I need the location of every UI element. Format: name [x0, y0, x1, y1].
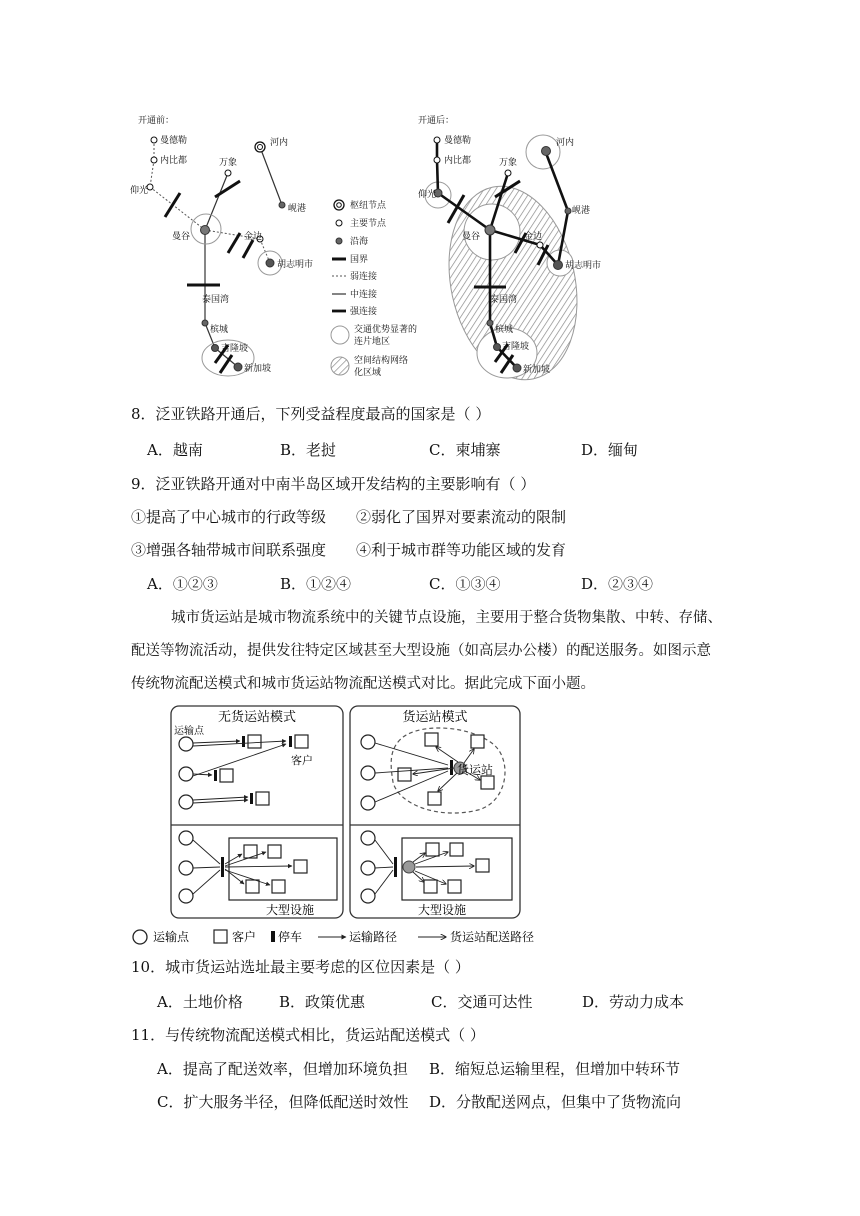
- q11-option-d[interactable]: D．分散配送网点，但集中了货物流向: [429, 1093, 682, 1111]
- label-mandalay: 曼德勒: [444, 136, 472, 146]
- q11-option-c[interactable]: C．扩大服务半径，但降低配送时效性: [157, 1093, 409, 1111]
- label-bangkok: 曼谷: [462, 232, 481, 242]
- label-gulf: 泰国湾: [490, 295, 518, 305]
- label-yangon: 仰光: [418, 190, 437, 200]
- legend-main-node: 主要节点: [350, 219, 387, 229]
- q9-options: [0, 573, 860, 593]
- q9-statement-2: ②弱化了国界对要素流动的限制: [356, 508, 567, 526]
- q9-statement-3: ③增强各轴带城市间联系强度: [131, 541, 327, 559]
- q9-statement-4: ④利于城市群等功能区域的发育: [356, 541, 567, 559]
- legend-weak: 弱连接: [350, 272, 378, 282]
- label-vientiane: 万象: [219, 158, 238, 168]
- label-haiphong: 岘港: [572, 206, 591, 216]
- legend-coastal: 沿海: [350, 237, 369, 247]
- label-hcmc: 胡志明市: [565, 261, 602, 271]
- map-before: [130, 114, 313, 376]
- legend-delivery: 货运站配送路径: [450, 930, 535, 944]
- q9-option-a[interactable]: A．①②③: [147, 575, 218, 593]
- station-title: 货运站模式: [402, 710, 468, 725]
- passage-line-3: 传统物流配送模式和城市货运站物流配送模式对比。据此完成下面小题。: [131, 676, 595, 692]
- label-naypyidaw: 内比都: [444, 156, 472, 166]
- customer-label: 客户: [291, 754, 313, 767]
- q8-option-b[interactable]: B．老挝: [280, 441, 337, 459]
- label-phnompenh: 金边: [524, 232, 543, 242]
- no-station-title: 无货运站模式: [217, 710, 297, 725]
- q11-stem: 11．与传统物流配送模式相比，货运站配送模式（ ）: [131, 1026, 485, 1044]
- q11-option-a[interactable]: A．提高了配送效率，但增加环境负担: [157, 1060, 408, 1078]
- legend-customer: 客户: [232, 930, 257, 944]
- large-facility-right: 大型设施: [418, 903, 467, 917]
- label-gulf: 泰国湾: [202, 295, 230, 305]
- q8-option-c[interactable]: C．柬埔寨: [429, 441, 501, 459]
- label-naypyidaw: 内比都: [160, 156, 188, 166]
- legend-strong: 强连接: [350, 307, 378, 317]
- label-hcmc: 胡志明市: [277, 260, 314, 270]
- q8-option-d[interactable]: D．缅甸: [581, 441, 639, 459]
- q9-option-c[interactable]: C．①③④: [429, 575, 501, 593]
- q9-stem: 9．泛亚铁路开通对中南半岛区域开发结构的主要影响有（ ）: [131, 475, 536, 493]
- label-phnompenh: 金边: [244, 232, 263, 242]
- label-singapore: 新加坡: [244, 364, 272, 374]
- map-before-title: 开通前：: [138, 116, 175, 126]
- q10-option-c[interactable]: C．交通可达性: [431, 993, 533, 1011]
- legend-parking: 停车: [278, 930, 303, 944]
- map-after-title: 开通后：: [418, 116, 455, 126]
- logistics-figure: [128, 702, 558, 950]
- station-label: 货运站: [457, 763, 494, 777]
- label-kl: 吉隆坡: [221, 344, 249, 354]
- legend-border: 国界: [350, 255, 369, 265]
- legend-route: 运输路径: [349, 930, 398, 944]
- panel-station: [350, 706, 520, 918]
- label-haiphong: 岘港: [288, 204, 307, 214]
- q10-option-b[interactable]: B．政策优惠: [279, 993, 366, 1011]
- logistics-legend: [133, 929, 534, 944]
- legend-adv-line1: 交通优势显著的: [354, 325, 418, 335]
- label-kl: 吉隆坡: [502, 342, 530, 352]
- legend-medium: 中连接: [350, 290, 378, 300]
- label-hanoi: 河内: [556, 138, 575, 148]
- q11-option-b[interactable]: B．缩短总运输里程，但增加中转环节: [429, 1060, 681, 1078]
- legend-hub: 枢纽节点: [350, 201, 387, 211]
- passage-line-2: 配送等物流活动，提供发往特定区域甚至大型设施（如高层办公楼）的配送服务。如图示意: [131, 643, 711, 659]
- q10-stem: 10．城市货运站选址最主要考虑的区位因素是（ ）: [131, 958, 470, 976]
- q10-option-d[interactable]: D．劳动力成本: [582, 993, 685, 1011]
- q8-options: [0, 439, 860, 459]
- label-penang: 槟城: [495, 325, 514, 335]
- label-hanoi: 河内: [270, 138, 289, 148]
- transport-point-label: 运输点: [174, 726, 204, 737]
- q10-options: [0, 991, 860, 1011]
- q9-option-d[interactable]: D．②③④: [581, 575, 654, 593]
- label-mandalay: 曼德勒: [160, 136, 188, 146]
- legend-net-line2: 化区域: [354, 368, 382, 378]
- passage-line-1: 城市货运站是城市物流系统中的关键节点设施，主要用于整合货物集散、中转、存储、: [171, 610, 722, 626]
- map-legend: [331, 199, 417, 378]
- panel-no-station: [171, 706, 343, 918]
- rail-network-figure: [120, 105, 620, 390]
- q9-option-b[interactable]: B．①②④: [280, 575, 352, 593]
- map-after: [418, 114, 601, 390]
- label-vientiane: 万象: [499, 158, 518, 168]
- q9-statement-1: ①提高了中心城市的行政等级: [131, 508, 327, 526]
- large-facility-left: 大型设施: [266, 903, 315, 917]
- q10-option-a[interactable]: A．土地价格: [157, 993, 243, 1011]
- q8-option-a[interactable]: A．越南: [147, 441, 203, 459]
- q8-stem: 8．泛亚铁路开通后，下列受益程度最高的国家是（ ）: [131, 405, 491, 423]
- label-penang: 槟城: [210, 325, 229, 335]
- label-yangon: 仰光: [130, 186, 149, 196]
- label-singapore: 新加坡: [523, 365, 551, 375]
- label-bangkok: 曼谷: [172, 232, 191, 242]
- legend-net-line1: 空间结构网络: [354, 356, 409, 366]
- legend-point: 运输点: [153, 930, 190, 944]
- legend-adv-line2: 连片地区: [354, 337, 391, 347]
